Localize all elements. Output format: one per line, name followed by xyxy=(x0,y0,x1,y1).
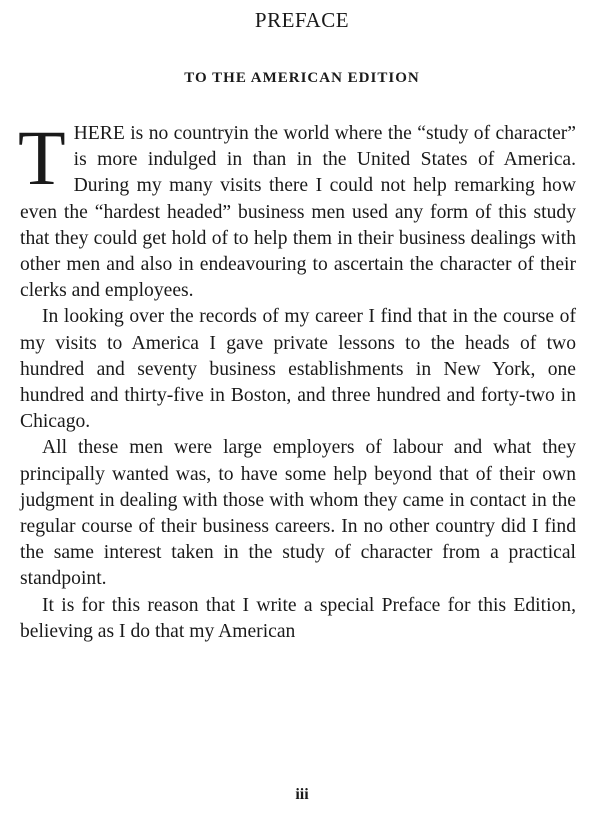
page-number: iii xyxy=(295,786,309,803)
page-title: PREFACE xyxy=(254,8,350,32)
paragraph-1-text: HERE is no countryin the world where the “study of character” is more indulged in than in the United States of America. During my many visits there I could not help remarking how even the “hardest headed” business men used any form of this study that they could get hold of to help them in their business dealings with other men and also in endeavouring to ascertain the character of their clerks and employees. xyxy=(20,123,576,302)
paragraph-3: All these men were large employers of labour and what they principally wanted was, to have some help beyond that of their own judgment in dealing with those with whom they came in contact in the regular course of their business careers. In no other country did I find the same interest taken in the study of character from a practical standpoint. xyxy=(20,437,576,590)
drop-cap: T xyxy=(18,114,66,201)
paragraph-1 xyxy=(18,114,576,304)
paragraph-2: In looking over the records of my career I find that in the course of my visits to America I gave private lessons to the heads of two hundred and seventy business establishments in New York, one hundred and thirty-five in Boston, and three hundred and forty-two in Chicago. xyxy=(20,306,576,433)
page-subtitle: TO THE AMERICAN EDITION xyxy=(184,70,420,86)
paragraph-4: It is for this reason that I write a special Preface for this Edition, believing as I do that my American xyxy=(20,594,576,642)
preface-body xyxy=(18,114,576,645)
